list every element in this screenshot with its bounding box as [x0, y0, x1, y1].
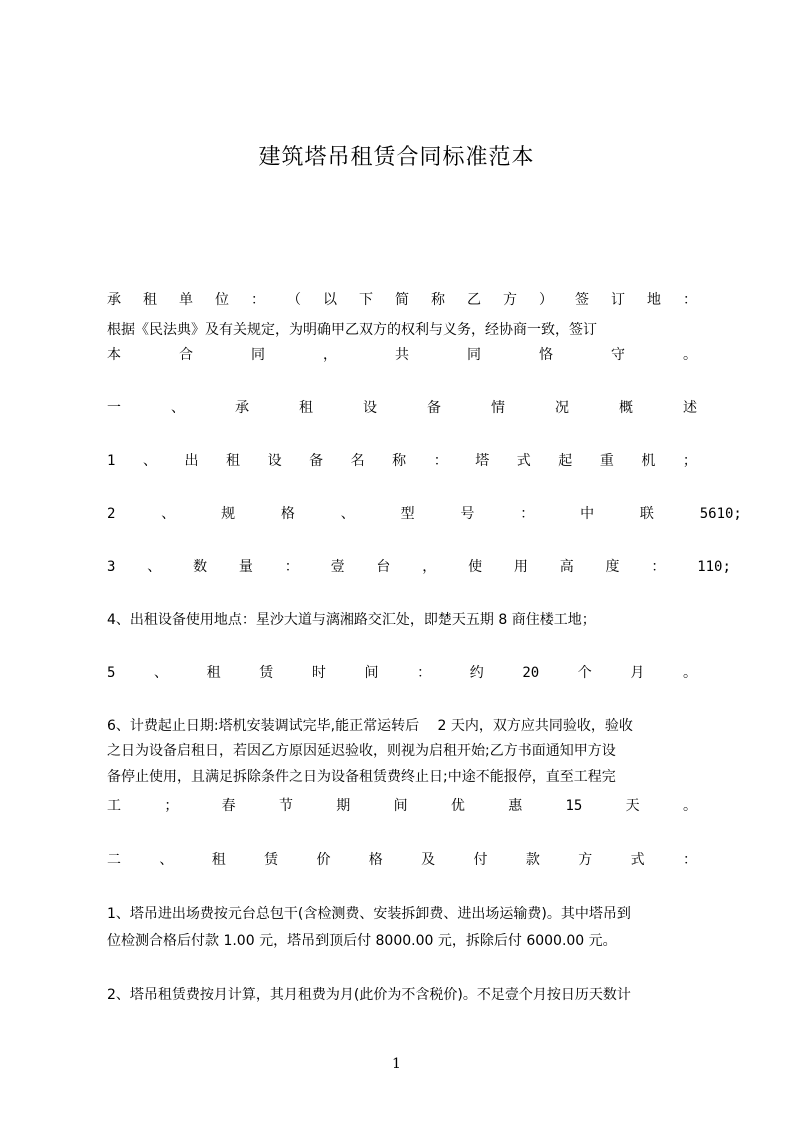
text-token: 、: [142, 453, 157, 469]
section-2-item-2-line-1: 2、塔吊租赁费按月计算，其月租费为月(此价为不含税价)。不足壹个月按日历天数计: [107, 987, 631, 1003]
text-token: 位: [215, 292, 229, 308]
text-token: 设: [363, 400, 377, 416]
text-token: 式: [516, 453, 531, 469]
text-token: 时: [311, 665, 326, 681]
text-token: 概: [619, 400, 633, 416]
text-token: 15: [565, 798, 583, 814]
text-token: 1: [107, 453, 116, 469]
section-1-item-1: [107, 451, 697, 471]
text-token: 、: [161, 506, 176, 522]
text-token: ）: [539, 292, 553, 308]
text-token: 订: [611, 292, 625, 308]
text-token: 期: [336, 798, 351, 814]
text-token: 二: [107, 852, 121, 868]
intro-line-2: 根据《民法典》及有关规定，为明确甲乙双方的权利与义务，经协商一致，签订: [107, 322, 597, 338]
text-token: 5610;: [699, 506, 742, 522]
text-token: 重: [599, 453, 614, 469]
text-token: 、: [154, 665, 169, 681]
text-token: 出: [184, 453, 199, 469]
text-token: 承: [235, 400, 249, 416]
text-token: ：: [683, 292, 697, 308]
text-token: 租: [143, 292, 157, 308]
intro-line-3: [107, 345, 697, 365]
text-token: 共: [395, 347, 409, 363]
text-token: 格: [368, 852, 383, 868]
text-token: 承: [107, 292, 121, 308]
text-token: 价: [316, 852, 331, 868]
section-1-item-6-line-3: 备停止使用，且满足拆除条件之日为设备租赁费终止日;中途不能报停，直至工程完: [107, 769, 616, 785]
text-token: ，: [323, 347, 337, 363]
text-token: 优: [450, 798, 465, 814]
text-token: 间: [393, 798, 408, 814]
intro-line-1: [107, 290, 697, 310]
text-token: ：: [433, 453, 448, 469]
text-token: 赁: [259, 665, 274, 681]
text-token: 度: [605, 559, 620, 575]
text-token: 月: [630, 665, 645, 681]
text-token: 合: [179, 347, 193, 363]
text-token: 地: [647, 292, 661, 308]
text-token: 方: [503, 292, 517, 308]
text-token: 量: [238, 559, 253, 575]
section-1-item-5: [107, 663, 697, 683]
text-token: 。: [683, 665, 697, 681]
text-token: 用: [513, 559, 528, 575]
section-2-item-1-line-2: 位检测合格后付款 1.00 元，塔吊到顶后付 8000.00 元，拆除后付 6000.00 元。: [107, 933, 617, 949]
page-number: 1: [392, 1056, 401, 1072]
text-token: 称: [392, 453, 407, 469]
text-token: ：: [284, 559, 299, 575]
text-token: 中: [580, 506, 595, 522]
text-token: 同: [467, 347, 481, 363]
text-token: 台: [376, 559, 391, 575]
section-1-item-6-line-2: 之日为设备启租日，若因乙方原因延迟验收，则视为启租开始;乙方书面通知甲方设: [107, 743, 616, 759]
text-token: 、: [171, 400, 185, 416]
text-token: 备: [309, 453, 324, 469]
section-2-heading: [107, 850, 697, 870]
text-token: ：: [651, 559, 666, 575]
text-token: 款: [525, 852, 540, 868]
text-token: 5: [107, 665, 116, 681]
text-token: 起: [558, 453, 573, 469]
text-token: 工: [107, 798, 121, 814]
text-token: 春: [221, 798, 236, 814]
text-token: 恪: [539, 347, 553, 363]
text-token: 单: [179, 292, 193, 308]
text-token: 称: [431, 292, 445, 308]
text-token: 高: [559, 559, 574, 575]
text-token: 乙: [467, 292, 481, 308]
text-token: 签: [575, 292, 589, 308]
text-token: 租: [206, 665, 221, 681]
text-token: 况: [555, 400, 569, 416]
text-token: 机: [641, 453, 656, 469]
section-1-item-6-line-1: 6、计费起止日期:塔机安装调试完毕,能正常运转后 2 天内，双方应共同验收，验收: [107, 718, 633, 734]
text-token: 式: [630, 852, 645, 868]
text-token: 使: [468, 559, 483, 575]
text-token: 天: [625, 798, 640, 814]
section-1-item-4: 4、出租设备使用地点：星沙大道与漓湘路交汇处，即楚天五期 8 商住楼工地；: [107, 612, 596, 628]
text-token: 。: [682, 798, 697, 814]
text-token: 惠: [508, 798, 523, 814]
text-token: 20: [522, 665, 540, 681]
text-token: 同: [251, 347, 265, 363]
text-token: 格: [280, 506, 295, 522]
text-token: 以: [323, 292, 337, 308]
text-token: 设: [267, 453, 282, 469]
text-token: 节: [278, 798, 293, 814]
text-token: 型: [400, 506, 415, 522]
text-token: 塔: [475, 453, 490, 469]
text-token: 租: [226, 453, 241, 469]
text-token: 租: [211, 852, 226, 868]
text-token: 及: [421, 852, 436, 868]
text-token: 本: [107, 347, 121, 363]
text-token: 号: [460, 506, 475, 522]
text-token: 、: [147, 559, 162, 575]
text-token: 租: [299, 400, 313, 416]
section-1-item-2: [107, 504, 742, 524]
text-token: 付: [473, 852, 488, 868]
section-1-item-6-line-4: [107, 796, 697, 816]
text-token: 壹: [330, 559, 345, 575]
text-token: 间: [364, 665, 379, 681]
text-token: 3: [107, 559, 116, 575]
text-token: 简: [395, 292, 409, 308]
text-token: 数: [193, 559, 208, 575]
text-token: 个: [577, 665, 592, 681]
text-token: ：: [520, 506, 535, 522]
text-token: 赁: [264, 852, 279, 868]
text-token: 联: [639, 506, 654, 522]
text-token: ；: [682, 453, 697, 469]
text-token: 、: [159, 852, 174, 868]
text-token: 。: [683, 347, 697, 363]
text-token: 情: [491, 400, 505, 416]
text-token: 约: [469, 665, 484, 681]
text-token: ，: [422, 559, 437, 575]
text-token: 110;: [697, 559, 731, 575]
text-token: 、: [340, 506, 355, 522]
text-token: ：: [682, 852, 697, 868]
text-token: 方: [578, 852, 593, 868]
text-token: 名: [350, 453, 365, 469]
section-2-item-1-line-1: 1、塔吊进出场费按元台总包干(含检测费、安装拆卸费、进出场运输费)。其中塔吊到: [107, 906, 631, 922]
text-token: 规: [221, 506, 236, 522]
section-1-item-3: [107, 557, 731, 577]
section-1-heading: [107, 398, 697, 418]
text-token: 下: [359, 292, 373, 308]
text-token: 备: [427, 400, 441, 416]
text-token: 守: [611, 347, 625, 363]
text-token: ：: [251, 292, 265, 308]
text-token: 一: [107, 400, 121, 416]
text-token: 2: [107, 506, 116, 522]
text-token: 述: [683, 400, 697, 416]
text-token: （: [287, 292, 301, 308]
document-title: 建筑塔吊租赁合同标准范本: [258, 145, 535, 170]
text-token: ；: [164, 798, 179, 814]
text-token: ：: [417, 665, 432, 681]
